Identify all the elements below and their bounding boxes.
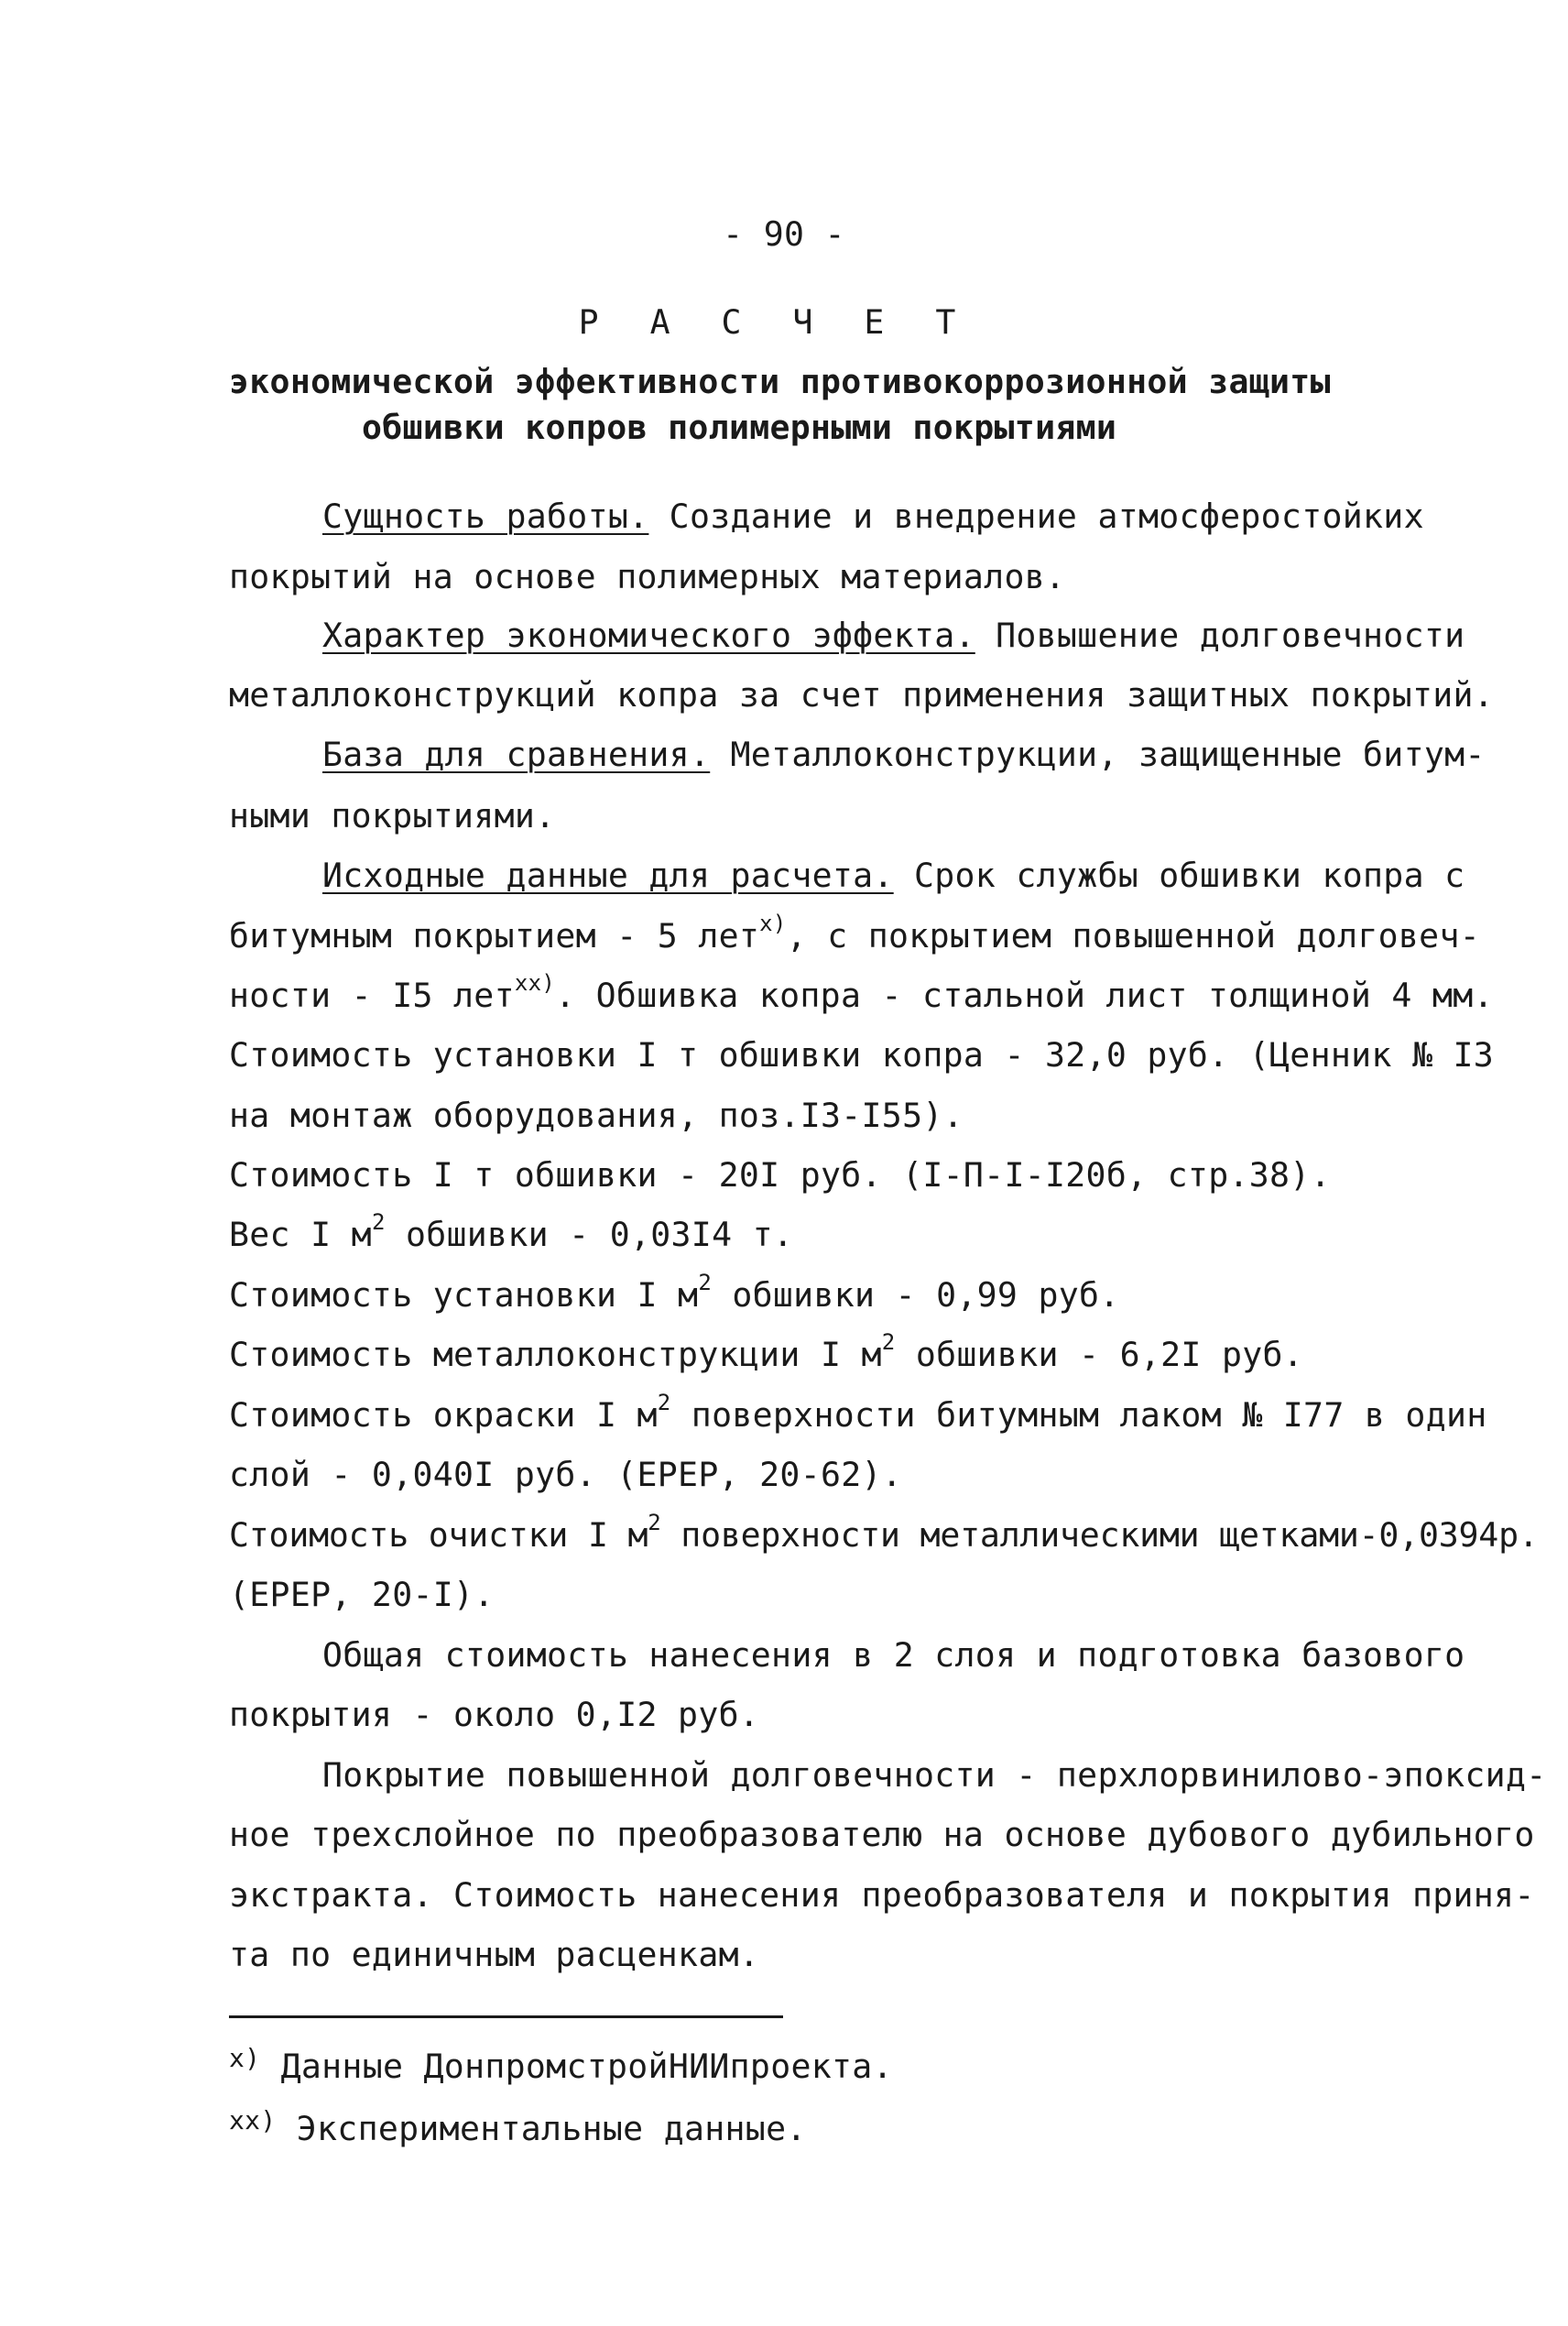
- section-effect-heading: Характер экономического эффекта.: [322, 616, 975, 655]
- paragraph-line: Стоимость установки I т обшивки копра - 32,0 руб. (Ценник № I3: [229, 1035, 1495, 1075]
- paragraph-line: ности - I5 лет$^{xx)}$. Обшивка копра - стальной лист толщиной 4 мм.: [229, 970, 1494, 1015]
- paragraph-line: на монтаж оборудования, поз.I3-I55).: [229, 1096, 964, 1135]
- paragraph-line: ными покрытиями.: [229, 796, 556, 835]
- paragraph-line: Общая стоимость нанесения в 2 слоя и подготовка базового: [322, 1635, 1465, 1675]
- section-essence: Сущность работы. Создание и внедрение атмосферостойких: [322, 497, 1424, 536]
- section-baseline-heading: База для сравнения.: [322, 735, 711, 774]
- footnote-ref-xx: xx): [514, 970, 556, 996]
- paragraph-line: ное трехслойное по преобразователю на основе дубового дубильного: [229, 1815, 1535, 1854]
- paragraph-line: (ЕРЕР, 20-I).: [229, 1575, 495, 1614]
- paragraph-line: Стоимость установки I $м^2$ обшивки - 0,99 руб.: [229, 1270, 1120, 1315]
- paragraph-line: слой - 0,040I руб. (ЕРЕР, 20-62).: [229, 1455, 903, 1494]
- footnote-mark: xx): [229, 2105, 277, 2135]
- paragraph-line: Вес I $м^2$ обшивки - 0,03I4 т.: [229, 1209, 794, 1254]
- paragraph-line: Стоимость I т обшивки - 20I руб. (I-П-I-I20б, стр.38).: [229, 1155, 1331, 1195]
- section-input-data: Исходные данные для расчета. Срок службы обшивки копра с: [322, 856, 1465, 895]
- footnote-ref-x: x): [759, 911, 787, 936]
- paragraph-line: покрытия - около 0,I2 руб.: [229, 1695, 760, 1734]
- document-title: Р А С Ч Е Т: [578, 302, 972, 342]
- subtitle-line-1: экономической эффективности противокоррозионной защиты: [229, 362, 1331, 401]
- paragraph-line: металлоконструкций копра за счет применения защитных покрытий.: [229, 675, 1495, 715]
- paragraph-line: Стоимость окраски I $м^2$ поверхности битумным лаком № I77 в один: [229, 1390, 1487, 1435]
- section-essence-heading: Сущность работы.: [322, 497, 649, 536]
- paragraph-line: та по единичным расценкам.: [229, 1935, 760, 1974]
- paragraph-line: экстракта. Стоимость нанесения преобразователя и покрытия приня-: [229, 1875, 1535, 1915]
- paragraph-line: покрытий на основе полимерных материалов.: [229, 557, 1066, 596]
- paragraph-line: Стоимость металлоконструкции I $м^2$ обшивки - 6,2I руб.: [229, 1329, 1304, 1374]
- subtitle-line-2: обшивки копров полимерными покрытиями: [362, 408, 1117, 447]
- footnote-separator: [229, 2015, 783, 2018]
- page-number: - 90 -: [723, 214, 845, 254]
- section-effect: Характер экономического эффекта. Повышение долговечности: [322, 616, 1465, 655]
- section-baseline: База для сравнения. Металлоконструкции, защищенные битум-: [322, 735, 1486, 774]
- paragraph-line: Стоимость очистки I $м^2$ поверхности металлическими щетками-0,0394р.: [229, 1510, 1539, 1555]
- section-input-data-heading: Исходные данные для расчета.: [322, 856, 894, 895]
- paragraph-line: битумным покрытием - 5 лет$^{x)}$, с покрытием повышенной долговеч-: [229, 911, 1481, 956]
- footnote-mark: x): [229, 2043, 261, 2073]
- paragraph-line: Покрытие повышенной долговечности - перхлорвинилово-эпоксид-: [322, 1755, 1547, 1795]
- footnote-xx: $^{xx)}$ Экспериментальные данные.: [229, 2105, 807, 2148]
- footnote-x: $^{x)}$ Данные ДонпромстройНИИпроекта.: [229, 2043, 893, 2086]
